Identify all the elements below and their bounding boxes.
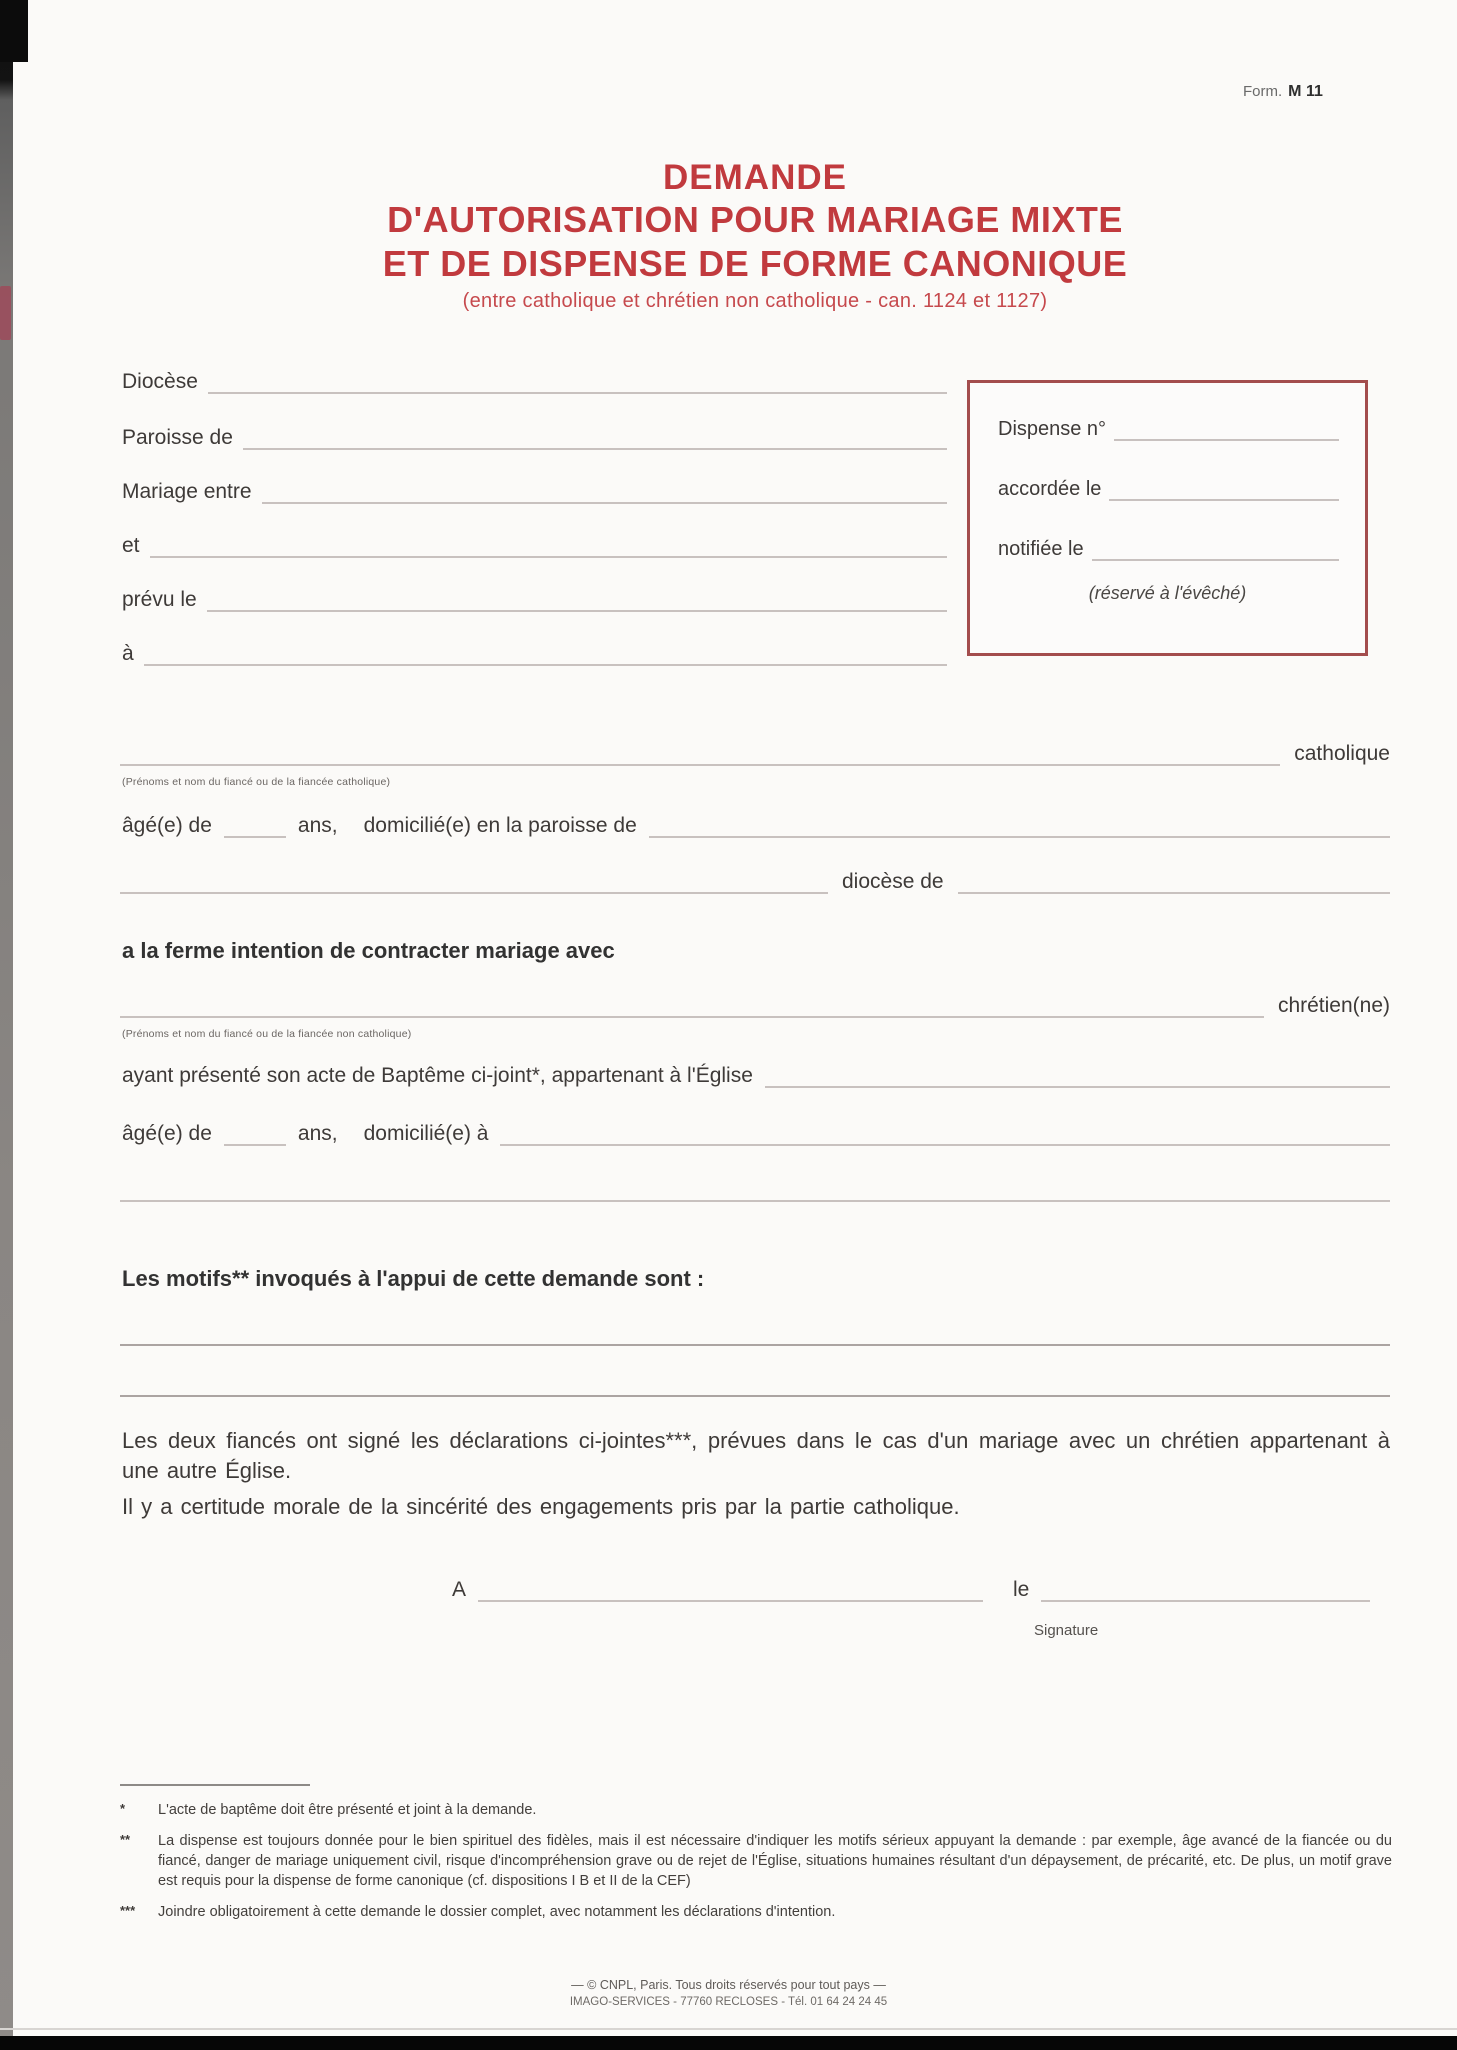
scan-bottom-line bbox=[0, 2028, 1457, 2030]
field-row-mariage-entre bbox=[122, 476, 947, 504]
et-label: et bbox=[122, 534, 140, 557]
a-field[interactable] bbox=[144, 640, 947, 666]
footer-copyright: — © CNPL, Paris. Tous droits réservés pour tout pays — bbox=[571, 1978, 886, 1992]
catholic-name-caption: (Prénoms et nom du fiancé ou de la fiancée catholique) bbox=[122, 776, 391, 788]
paroisse-field[interactable] bbox=[243, 424, 947, 450]
catholic-name-row bbox=[120, 740, 1390, 766]
catholic-diocese-label: diocèse de bbox=[842, 870, 944, 893]
footnote-1-text: L'acte de baptême doit être présenté et joint à la demande. bbox=[158, 1802, 537, 1818]
date-field[interactable] bbox=[1041, 1576, 1370, 1602]
signature-label: Signature bbox=[1034, 1622, 1099, 1639]
field-row-paroisse bbox=[122, 422, 947, 450]
christian-residence-label: domicilié(e) à bbox=[363, 1122, 489, 1145]
christian-name-field[interactable] bbox=[120, 992, 1264, 1018]
catholic-age-label: âgé(e) de bbox=[122, 814, 212, 837]
accordee-row bbox=[998, 475, 1339, 501]
footnote-2-text: La dispense est toujours donnée pour le bien spirituel des fidèles, mais il est nécessaire d'indiquer les motifs sérieux appuyant la demande : par exemple, âge avancé de la fiancée ou du fiancé, danger de mariage uniquement civil, risque d'incompréhension grave ou de rejet de l'Église, situations humaines résultant d'un dépaysement, de précarité, etc. De plus, un motif grave est requis pour la dispense de forme canonique (cf. dispositions I B et II de la CEF) bbox=[158, 1833, 1392, 1889]
declaration-paragraph-2: Il y a certitude morale de la sincérité des engagements pris par la partie catholique. bbox=[122, 1494, 960, 1519]
footnote-3 bbox=[120, 1902, 1392, 1922]
place-field[interactable] bbox=[478, 1576, 983, 1602]
diocese-field[interactable] bbox=[208, 368, 947, 394]
field-row-prevu-le bbox=[122, 584, 947, 612]
notifiee-label: notifiée le bbox=[998, 538, 1084, 560]
footnote-separator bbox=[120, 1784, 310, 1786]
catholic-age-field[interactable] bbox=[224, 812, 286, 838]
motifs-heading: Les motifs** invoqués à l'appui de cette demande sont : bbox=[122, 1266, 705, 1291]
accordee-label: accordée le bbox=[998, 478, 1102, 500]
catholic-parish-field-continued[interactable] bbox=[120, 868, 828, 894]
field-row-diocese bbox=[122, 366, 947, 394]
diocese-label: Diocèse bbox=[122, 370, 198, 393]
catholic-age-unit: ans, bbox=[297, 814, 338, 837]
place-label: A bbox=[452, 1578, 467, 1601]
scan-edge-bottom bbox=[0, 2036, 1457, 2050]
prevu-le-field[interactable] bbox=[207, 586, 947, 612]
motifs-field-line2[interactable] bbox=[120, 1371, 1390, 1397]
catholic-residence-label: domicilié(e) en la paroisse de bbox=[363, 814, 637, 837]
christian-age-field[interactable] bbox=[224, 1120, 286, 1146]
et-field[interactable] bbox=[150, 532, 947, 558]
scan-red-smudge bbox=[0, 286, 11, 340]
catholic-diocese-field[interactable] bbox=[958, 868, 1390, 894]
page-footer bbox=[0, 1978, 1457, 2008]
catholic-name-field[interactable] bbox=[120, 740, 1280, 766]
date-label: le bbox=[1013, 1578, 1030, 1601]
motifs-field-line1[interactable] bbox=[120, 1320, 1390, 1346]
catholic-qualifier: catholique bbox=[1294, 742, 1390, 765]
christian-address-field-continued[interactable] bbox=[120, 1176, 1390, 1202]
footnote-1-marker: * bbox=[120, 1801, 126, 1816]
christian-age-unit: ans, bbox=[297, 1122, 338, 1145]
title-line-3: ET DE DISPENSE DE FORME CANONIQUE bbox=[382, 243, 1128, 284]
form-reference bbox=[1243, 83, 1323, 101]
form-ref-code: M 11 bbox=[1288, 83, 1323, 100]
christian-address-field[interactable] bbox=[500, 1120, 1390, 1146]
dispense-number-row bbox=[998, 415, 1339, 441]
footnote-1 bbox=[120, 1800, 1392, 1820]
dispense-number-field[interactable] bbox=[1114, 415, 1339, 441]
accordee-field[interactable] bbox=[1109, 475, 1339, 501]
footnotes bbox=[120, 1800, 1392, 1933]
intent-heading: a la ferme intention de contracter mariage avec bbox=[122, 938, 615, 963]
title-subtitle: (entre catholique et chrétien non catholique - can. 1124 et 1127) bbox=[462, 290, 1048, 312]
title-line-2: D'AUTORISATION POUR MARIAGE MIXTE bbox=[387, 199, 1123, 240]
footnote-3-marker: *** bbox=[120, 1903, 136, 1918]
title-line-1: DEMANDE bbox=[663, 158, 847, 197]
field-row-et bbox=[122, 530, 947, 558]
catholic-diocese-row bbox=[120, 868, 1390, 894]
baptism-label: ayant présenté son acte de Baptême ci-joint*, appartenant à l'Église bbox=[122, 1064, 753, 1087]
christian-age-row bbox=[122, 1120, 1390, 1146]
scan-corner-mark bbox=[0, 0, 28, 62]
notifiee-field[interactable] bbox=[1092, 535, 1339, 561]
declaration-paragraph-1: Les deux fiancés ont signé les déclarations ci-jointes***, prévues dans le cas d'un mariage avec un chrétien appartenant à une autre Église. bbox=[122, 1428, 1390, 1483]
mariage-entre-field[interactable] bbox=[262, 478, 947, 504]
footnote-3-text: Joindre obligatoirement à cette demande le dossier complet, avec notamment les déclarations d'intention. bbox=[158, 1904, 836, 1920]
christian-age-label: âgé(e) de bbox=[122, 1122, 212, 1145]
mariage-entre-label: Mariage entre bbox=[122, 480, 252, 503]
footnote-2 bbox=[120, 1831, 1392, 1891]
signature-row bbox=[452, 1576, 1370, 1602]
field-row-a bbox=[122, 638, 947, 666]
christian-name-caption: (Prénoms et nom du fiancé ou de la fiancée non catholique) bbox=[122, 1028, 412, 1040]
baptism-row bbox=[122, 1062, 1390, 1088]
dispense-box-note: (réservé à l'évêché) bbox=[1088, 583, 1247, 603]
catholic-parish-field[interactable] bbox=[649, 812, 1390, 838]
paroisse-label: Paroisse de bbox=[122, 426, 233, 449]
form-ref-prefix: Form. bbox=[1243, 83, 1283, 100]
dispense-number-label: Dispense n° bbox=[998, 418, 1107, 440]
footnote-2-marker: ** bbox=[120, 1832, 131, 1847]
church-field[interactable] bbox=[765, 1062, 1390, 1088]
dispense-box bbox=[967, 380, 1368, 656]
christian-qualifier: chrétien(ne) bbox=[1277, 994, 1390, 1017]
christian-name-row bbox=[120, 992, 1390, 1018]
form-title bbox=[120, 158, 1390, 313]
prevu-le-label: prévu le bbox=[122, 588, 197, 611]
a-label: à bbox=[122, 642, 134, 665]
footer-printer: IMAGO-SERVICES - 77760 RECLOSES - Tél. 01 64 24 24 45 bbox=[569, 1996, 888, 2008]
notifiee-row bbox=[998, 535, 1339, 561]
catholic-age-row bbox=[122, 812, 1390, 838]
